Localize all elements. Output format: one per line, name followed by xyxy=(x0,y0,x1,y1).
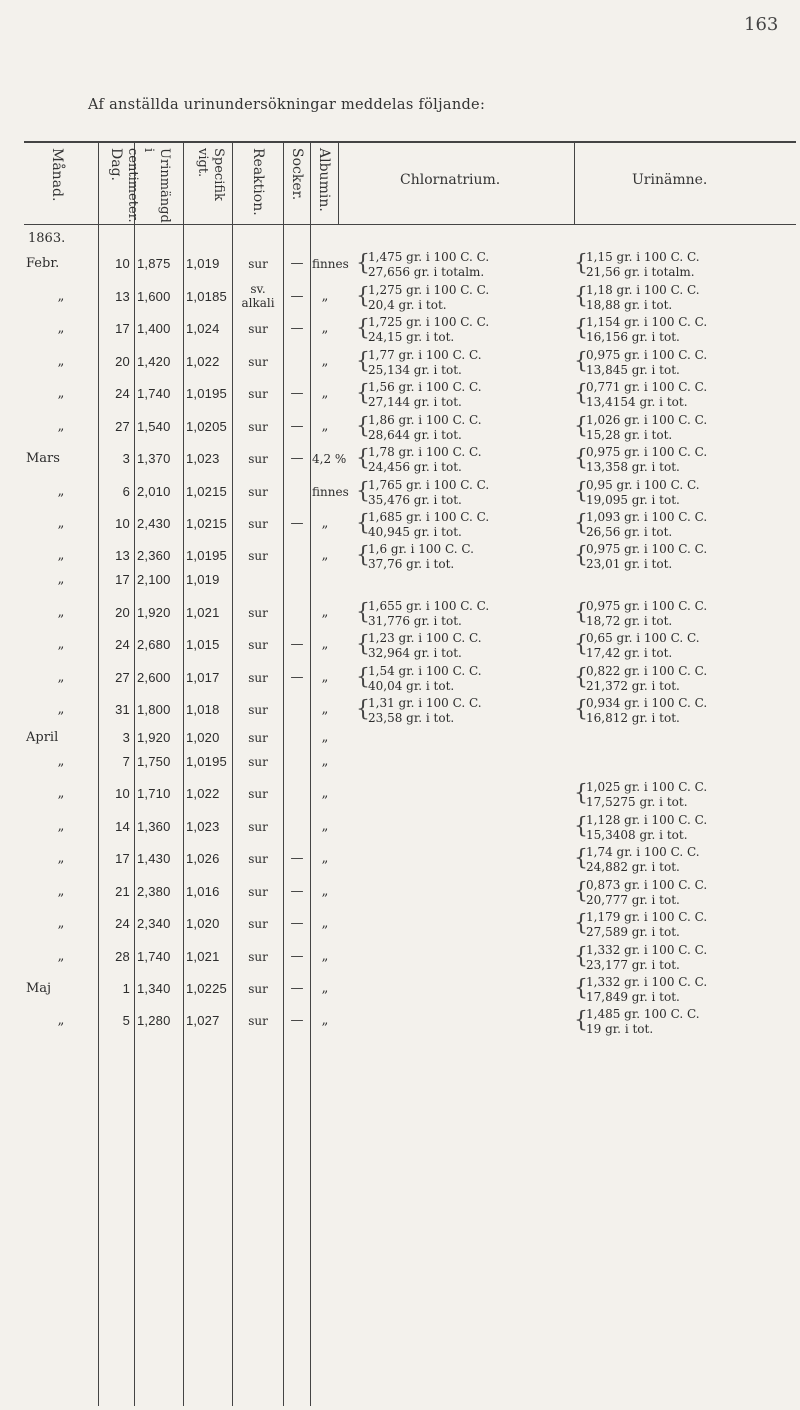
row-socker: — xyxy=(290,1013,304,1028)
row-chlornatrium-per100: 1,77 gr. i 100 C. C. xyxy=(368,348,482,362)
brace-glyph: { xyxy=(356,511,370,536)
row-volume: 1,400 xyxy=(137,321,171,336)
row-reaction: sv. xyxy=(250,282,266,296)
row-day: 17 xyxy=(115,572,130,587)
row-albumin: „ xyxy=(321,754,329,769)
row-chlornatrium-total: 35,476 gr. i tot. xyxy=(368,493,462,507)
row-albumin: „ xyxy=(321,289,329,304)
row-reaction: sur xyxy=(248,606,268,620)
row-volume: 1,800 xyxy=(137,702,171,717)
header-manad: Månad. xyxy=(49,148,65,202)
row-albumin: „ xyxy=(321,605,329,620)
row-urinamne-per100: 0,934 gr. i 100 C. C. xyxy=(586,696,708,710)
row-urinamne-total: 13,358 gr. i tot. xyxy=(586,460,680,474)
row-specific-gravity: 1,020 xyxy=(186,916,220,931)
brace-glyph: { xyxy=(574,511,588,536)
brace-glyph: { xyxy=(574,814,588,839)
row-specific-gravity: 1,0195 xyxy=(186,386,227,401)
row-reaction: sur xyxy=(248,731,268,745)
row-month: „ xyxy=(57,819,65,834)
row-urinamne-total: 13,845 gr. i tot. xyxy=(586,363,680,377)
row-reaction: sur xyxy=(248,982,268,996)
row-day: 27 xyxy=(115,419,130,434)
row-chlornatrium-per100: 1,86 gr. i 100 C. C. xyxy=(368,413,482,427)
row-day: 20 xyxy=(115,605,130,620)
brace-glyph: { xyxy=(574,976,588,1001)
row-albumin: „ xyxy=(321,670,329,685)
brace-glyph: { xyxy=(356,349,370,374)
brace-glyph: { xyxy=(356,543,370,568)
row-chlornatrium-per100: 1,23 gr. i 100 C. C. xyxy=(368,631,482,645)
row-urinamne-per100: 1,026 gr. i 100 C. C. xyxy=(586,413,708,427)
row-urinamne-per100: 0,975 gr. i 100 C. C. xyxy=(586,348,708,362)
row-socker: — xyxy=(290,321,304,336)
header-chlornatrium: Chlornatrium. xyxy=(400,172,501,188)
row-urinamne-total: 13,4154 gr. i tot. xyxy=(586,395,688,409)
row-reaction: sur xyxy=(248,549,268,563)
brace-glyph: { xyxy=(356,446,370,471)
row-volume: 1,920 xyxy=(137,730,171,745)
header-urinamne: Urinämne. xyxy=(632,172,708,188)
row-specific-gravity: 1,020 xyxy=(186,730,220,745)
row-albumin: „ xyxy=(321,884,329,899)
row-specific-gravity: 1,0205 xyxy=(186,419,227,434)
row-chlornatrium-total: 24,456 gr. i tot. xyxy=(368,460,462,474)
row-albumin: „ xyxy=(321,419,329,434)
row-volume: 1,875 xyxy=(137,256,171,271)
row-socker: — xyxy=(290,851,304,866)
row-day: 24 xyxy=(115,386,130,401)
row-albumin: „ xyxy=(321,548,329,563)
row-specific-gravity: 1,026 xyxy=(186,851,220,866)
header-albumin: Albumin. xyxy=(316,148,332,212)
brace-glyph: { xyxy=(574,665,588,690)
col-rule xyxy=(183,141,184,1406)
brace-glyph: { xyxy=(574,846,588,871)
row-volume: 2,680 xyxy=(137,637,171,652)
row-volume: 2,430 xyxy=(137,516,171,531)
brace-glyph: { xyxy=(574,349,588,374)
row-volume: 2,340 xyxy=(137,916,171,931)
row-day: 21 xyxy=(115,884,130,899)
row-month: „ xyxy=(57,605,65,620)
row-albumin: „ xyxy=(321,637,329,652)
row-day: 27 xyxy=(115,670,130,685)
row-chlornatrium-total: 31,776 gr. i tot. xyxy=(368,614,462,628)
row-urinamne-per100: 1,332 gr. i 100 C. C. xyxy=(586,975,708,989)
row-specific-gravity: 1,022 xyxy=(186,786,220,801)
row-urinamne-per100: 1,18 gr. i 100 C. C. xyxy=(586,283,700,297)
row-socker: — xyxy=(290,949,304,964)
brace-glyph: { xyxy=(574,879,588,904)
row-volume: 2,010 xyxy=(137,484,171,499)
row-specific-gravity: 1,0215 xyxy=(186,484,227,499)
row-specific-gravity: 1,021 xyxy=(186,949,220,964)
row-specific-gravity: 1,0185 xyxy=(186,289,227,304)
row-urinamne-total: 20,777 gr. i tot. xyxy=(586,893,680,907)
row-volume: 2,360 xyxy=(137,548,171,563)
row-volume: 1,280 xyxy=(137,1013,171,1028)
brace-glyph: { xyxy=(356,284,370,309)
row-day: 13 xyxy=(115,548,130,563)
row-day: 17 xyxy=(115,851,130,866)
row-specific-gravity: 1,021 xyxy=(186,605,220,620)
row-specific-gravity: 1,017 xyxy=(186,670,220,685)
row-specific-gravity: 1,015 xyxy=(186,637,220,652)
row-urinamne-per100: 1,025 gr. i 100 C. C. xyxy=(586,780,708,794)
row-urinamne-total: 27,589 gr. i tot. xyxy=(586,925,680,939)
row-urinamne-total: 16,156 gr. i tot. xyxy=(586,330,680,344)
row-day: 20 xyxy=(115,354,130,369)
row-socker: — xyxy=(290,916,304,931)
row-chlornatrium-total: 20,4 gr. i tot. xyxy=(368,298,447,312)
row-specific-gravity: 1,0215 xyxy=(186,516,227,531)
row-reaction: sur xyxy=(248,671,268,685)
row-urinamne-per100: 1,15 gr. i 100 C. C. xyxy=(586,250,700,264)
page-number: 163 xyxy=(744,14,779,35)
row-chlornatrium-total: 40,945 gr. i tot. xyxy=(368,525,462,539)
row-specific-gravity: 1,023 xyxy=(186,819,220,834)
row-specific-gravity: 1,0195 xyxy=(186,754,227,769)
row-month: „ xyxy=(57,289,65,304)
row-reaction: sur xyxy=(248,638,268,652)
row-urinamne-per100: 0,65 gr. i 100 C. C. xyxy=(586,631,700,645)
row-chlornatrium-total: 28,644 gr. i tot. xyxy=(368,428,462,442)
brace-glyph: { xyxy=(356,316,370,341)
row-urinamne-total: 21,56 gr. i totalm. xyxy=(586,265,695,279)
row-reaction: sur xyxy=(248,355,268,369)
brace-glyph: { xyxy=(356,697,370,722)
page-heading: Af anställda urinundersökningar meddelas följande: xyxy=(88,97,486,113)
row-day: 5 xyxy=(122,1013,130,1028)
row-specific-gravity: 1,022 xyxy=(186,354,220,369)
row-day: 28 xyxy=(115,949,130,964)
row-volume: 1,600 xyxy=(137,289,171,304)
row-specific-gravity: 1,018 xyxy=(186,702,220,717)
row-chlornatrium-total: 27,656 gr. i totalm. xyxy=(368,265,485,279)
year-label: 1863. xyxy=(28,231,66,246)
row-reaction: sur xyxy=(248,452,268,466)
row-reaction: sur xyxy=(248,852,268,866)
row-reaction: sur xyxy=(248,1014,268,1028)
row-month: „ xyxy=(57,786,65,801)
row-chlornatrium-total: 25,134 gr. i tot. xyxy=(368,363,462,377)
row-month: „ xyxy=(57,484,65,499)
header-urinmangd: Urinmängd i centimeter. xyxy=(125,148,172,223)
row-specific-gravity: 1,024 xyxy=(186,321,220,336)
row-volume: 1,430 xyxy=(137,851,171,866)
row-month: „ xyxy=(57,548,65,563)
row-volume: 2,600 xyxy=(137,670,171,685)
brace-glyph: { xyxy=(574,446,588,471)
row-albumin: „ xyxy=(321,516,329,531)
row-month: „ xyxy=(57,386,65,401)
row-socker: — xyxy=(290,981,304,996)
row-socker: — xyxy=(290,386,304,401)
row-volume: 1,740 xyxy=(137,949,171,964)
row-urinamne-per100: 0,975 gr. i 100 C. C. xyxy=(586,445,708,459)
row-chlornatrium-per100: 1,54 gr. i 100 C. C. xyxy=(368,664,482,678)
row-day: 1 xyxy=(122,981,130,996)
row-albumin: „ xyxy=(321,916,329,931)
row-urinamne-per100: 0,771 gr. i 100 C. C. xyxy=(586,380,708,394)
row-chlornatrium-total: 40,04 gr. i tot. xyxy=(368,679,455,693)
row-urinamne-per100: 1,332 gr. i 100 C. C. xyxy=(586,943,708,957)
row-month: „ xyxy=(57,516,65,531)
row-urinamne-total: 26,56 gr. i tot. xyxy=(586,525,673,539)
row-volume: 1,360 xyxy=(137,819,171,834)
row-specific-gravity: 1,016 xyxy=(186,884,220,899)
col-rule xyxy=(574,141,575,225)
row-albumin: „ xyxy=(321,354,329,369)
row-urinamne-per100: 0,975 gr. i 100 C. C. xyxy=(586,599,708,613)
row-socker: — xyxy=(290,516,304,531)
row-day: 14 xyxy=(115,819,130,834)
row-volume: 1,920 xyxy=(137,605,171,620)
row-volume: 1,340 xyxy=(137,981,171,996)
row-month: Febr. xyxy=(26,256,60,271)
row-chlornatrium-per100: 1,655 gr. i 100 C. C. xyxy=(368,599,490,613)
brace-glyph: { xyxy=(574,543,588,568)
brace-glyph: { xyxy=(574,697,588,722)
row-urinamne-per100: 1,128 gr. i 100 C. C. xyxy=(586,813,708,827)
row-specific-gravity: 1,019 xyxy=(186,572,220,587)
brace-glyph: { xyxy=(574,414,588,439)
row-month: „ xyxy=(57,884,65,899)
row-albumin: „ xyxy=(321,949,329,964)
row-month: „ xyxy=(57,321,65,336)
row-month: „ xyxy=(57,572,65,587)
header-specifik: Specifik vigt. xyxy=(195,148,226,201)
row-reaction: sur xyxy=(248,787,268,801)
row-socker: — xyxy=(290,670,304,685)
row-day: 6 xyxy=(122,484,130,499)
row-albumin: „ xyxy=(321,819,329,834)
header-socker: Socker. xyxy=(289,148,305,201)
row-albumin: finnes xyxy=(312,485,349,499)
row-albumin: „ xyxy=(321,786,329,801)
row-chlornatrium-per100: 1,275 gr. i 100 C. C. xyxy=(368,283,490,297)
row-reaction: sur xyxy=(248,485,268,499)
row-urinamne-total: 24,882 gr. i tot. xyxy=(586,860,680,874)
row-albumin: „ xyxy=(321,702,329,717)
row-month: „ xyxy=(57,702,65,717)
row-reaction: sur xyxy=(248,517,268,531)
row-urinamne-per100: 0,822 gr. i 100 C. C. xyxy=(586,664,708,678)
row-reaction: sur xyxy=(248,820,268,834)
row-urinamne-total: 23,177 gr. i tot. xyxy=(586,958,680,972)
brace-glyph: { xyxy=(356,479,370,504)
row-chlornatrium-total: 32,964 gr. i tot. xyxy=(368,646,462,660)
row-specific-gravity: 1,027 xyxy=(186,1013,220,1028)
brace-glyph: { xyxy=(574,251,588,276)
row-month: „ xyxy=(57,851,65,866)
row-urinamne-total: 19 gr. i tot. xyxy=(586,1022,654,1036)
row-urinamne-per100: 0,95 gr. i 100 C. C. xyxy=(586,478,700,492)
row-albumin: „ xyxy=(321,730,329,745)
row-urinamne-per100: 1,179 gr. i 100 C. C. xyxy=(586,910,708,924)
brace-glyph: { xyxy=(356,600,370,625)
row-month: „ xyxy=(57,754,65,769)
col-rule xyxy=(134,141,135,1406)
brace-glyph: { xyxy=(574,1008,588,1033)
row-chlornatrium-total: 24,15 gr. i tot. xyxy=(368,330,455,344)
row-volume: 1,710 xyxy=(137,786,171,801)
row-chlornatrium-per100: 1,725 gr. i 100 C. C. xyxy=(368,315,490,329)
row-reaction: sur xyxy=(248,755,268,769)
brace-glyph: { xyxy=(574,632,588,657)
row-reaction-2: alkali xyxy=(241,296,275,310)
row-reaction: sur xyxy=(248,917,268,931)
row-albumin: „ xyxy=(321,981,329,996)
row-albumin: finnes xyxy=(312,257,349,271)
row-chlornatrium-total: 23,58 gr. i tot. xyxy=(368,711,455,725)
row-day: 24 xyxy=(115,916,130,931)
row-month: Maj xyxy=(26,981,52,996)
row-socker: — xyxy=(290,419,304,434)
row-albumin: 4,2 % xyxy=(312,452,347,466)
row-day: 17 xyxy=(115,321,130,336)
row-urinamne-total: 16,812 gr. i tot. xyxy=(586,711,680,725)
row-reaction: sur xyxy=(248,703,268,717)
row-volume: 1,750 xyxy=(137,754,171,769)
row-chlornatrium-per100: 1,6 gr. i 100 C. C. xyxy=(368,542,474,556)
row-day: 10 xyxy=(115,786,130,801)
header-reaktion: Reaktion. xyxy=(250,148,266,216)
row-albumin: „ xyxy=(321,1013,329,1028)
row-urinamne-total: 17,42 gr. i tot. xyxy=(586,646,673,660)
row-day: 24 xyxy=(115,637,130,652)
brace-glyph: { xyxy=(574,781,588,806)
row-month: Mars xyxy=(26,451,60,466)
row-chlornatrium-per100: 1,31 gr. i 100 C. C. xyxy=(368,696,482,710)
row-month: April xyxy=(26,730,59,745)
col-rule xyxy=(98,141,99,1406)
row-day: 3 xyxy=(122,451,130,466)
row-specific-gravity: 1,0225 xyxy=(186,981,227,996)
row-specific-gravity: 1,023 xyxy=(186,451,220,466)
brace-glyph: { xyxy=(574,284,588,309)
brace-glyph: { xyxy=(574,600,588,625)
col-rule xyxy=(338,141,339,225)
brace-glyph: { xyxy=(356,381,370,406)
row-urinamne-total: 21,372 gr. i tot. xyxy=(586,679,680,693)
col-rule xyxy=(310,141,311,1406)
header-bottom-rule xyxy=(24,224,796,225)
row-volume: 1,420 xyxy=(137,354,171,369)
row-month: „ xyxy=(57,637,65,652)
header-dag: Dag. xyxy=(108,148,124,181)
brace-glyph: { xyxy=(356,251,370,276)
row-reaction: sur xyxy=(248,387,268,401)
row-urinamne-per100: 0,873 gr. i 100 C. C. xyxy=(586,878,708,892)
row-day: 31 xyxy=(115,702,130,717)
brace-glyph: { xyxy=(574,944,588,969)
row-socker: — xyxy=(290,289,304,304)
brace-glyph: { xyxy=(574,911,588,936)
row-chlornatrium-per100: 1,56 gr. i 100 C. C. xyxy=(368,380,482,394)
row-urinamne-per100: 1,093 gr. i 100 C. C. xyxy=(586,510,708,524)
row-month: „ xyxy=(57,419,65,434)
row-albumin: „ xyxy=(321,321,329,336)
row-urinamne-per100: 1,154 gr. i 100 C. C. xyxy=(586,315,708,329)
row-specific-gravity: 1,019 xyxy=(186,256,220,271)
row-albumin: „ xyxy=(321,386,329,401)
row-chlornatrium-total: 37,76 gr. i tot. xyxy=(368,557,455,571)
row-urinamne-total: 17,5275 gr. i tot. xyxy=(586,795,688,809)
row-reaction: sur xyxy=(248,322,268,336)
row-volume: 1,740 xyxy=(137,386,171,401)
row-reaction: sur xyxy=(248,257,268,271)
brace-glyph: { xyxy=(574,479,588,504)
row-day: 7 xyxy=(122,754,130,769)
row-day: 13 xyxy=(115,289,130,304)
row-chlornatrium-per100: 1,685 gr. i 100 C. C. xyxy=(368,510,490,524)
col-rule xyxy=(232,141,233,1406)
row-urinamne-total: 17,849 gr. i tot. xyxy=(586,990,680,1004)
row-socker: — xyxy=(290,256,304,271)
brace-glyph: { xyxy=(574,316,588,341)
row-reaction: sur xyxy=(248,885,268,899)
row-month: „ xyxy=(57,354,65,369)
row-month: „ xyxy=(57,949,65,964)
row-albumin: „ xyxy=(321,851,329,866)
row-chlornatrium-total: 27,144 gr. i tot. xyxy=(368,395,462,409)
row-chlornatrium-per100: 1,475 gr. i 100 C. C. xyxy=(368,250,490,264)
row-urinamne-per100: 1,74 gr. i 100 C. C. xyxy=(586,845,700,859)
row-urinamne-total: 15,3408 gr. i tot. xyxy=(586,828,688,842)
row-urinamne-total: 23,01 gr. i tot. xyxy=(586,557,673,571)
row-reaction: sur xyxy=(248,950,268,964)
row-day: 3 xyxy=(122,730,130,745)
row-volume: 1,370 xyxy=(137,451,171,466)
row-month: „ xyxy=(57,670,65,685)
table-top-rule xyxy=(24,141,796,143)
row-specific-gravity: 1,0195 xyxy=(186,548,227,563)
row-urinamne-total: 18,88 gr. i tot. xyxy=(586,298,673,312)
brace-glyph: { xyxy=(574,381,588,406)
row-volume: 2,380 xyxy=(137,884,171,899)
row-month: „ xyxy=(57,916,65,931)
row-volume: 1,540 xyxy=(137,419,171,434)
row-reaction: sur xyxy=(248,420,268,434)
brace-glyph: { xyxy=(356,665,370,690)
row-socker: — xyxy=(290,451,304,466)
row-socker: — xyxy=(290,884,304,899)
row-day: 10 xyxy=(115,516,130,531)
row-month: „ xyxy=(57,1013,65,1028)
brace-glyph: { xyxy=(356,414,370,439)
row-day: 10 xyxy=(115,256,130,271)
row-urinamne-per100: 0,975 gr. i 100 C. C. xyxy=(586,542,708,556)
row-socker: — xyxy=(290,637,304,652)
row-urinamne-total: 19,095 gr. i tot. xyxy=(586,493,680,507)
row-urinamne-per100: 1,485 gr. 100 C. C. xyxy=(586,1007,700,1021)
row-volume: 2,100 xyxy=(137,572,171,587)
row-chlornatrium-per100: 1,765 gr. i 100 C. C. xyxy=(368,478,490,492)
row-urinamne-total: 15,28 gr. i tot. xyxy=(586,428,673,442)
row-chlornatrium-per100: 1,78 gr. i 100 C. C. xyxy=(368,445,482,459)
row-urinamne-total: 18,72 gr. i tot. xyxy=(586,614,673,628)
brace-glyph: { xyxy=(356,632,370,657)
